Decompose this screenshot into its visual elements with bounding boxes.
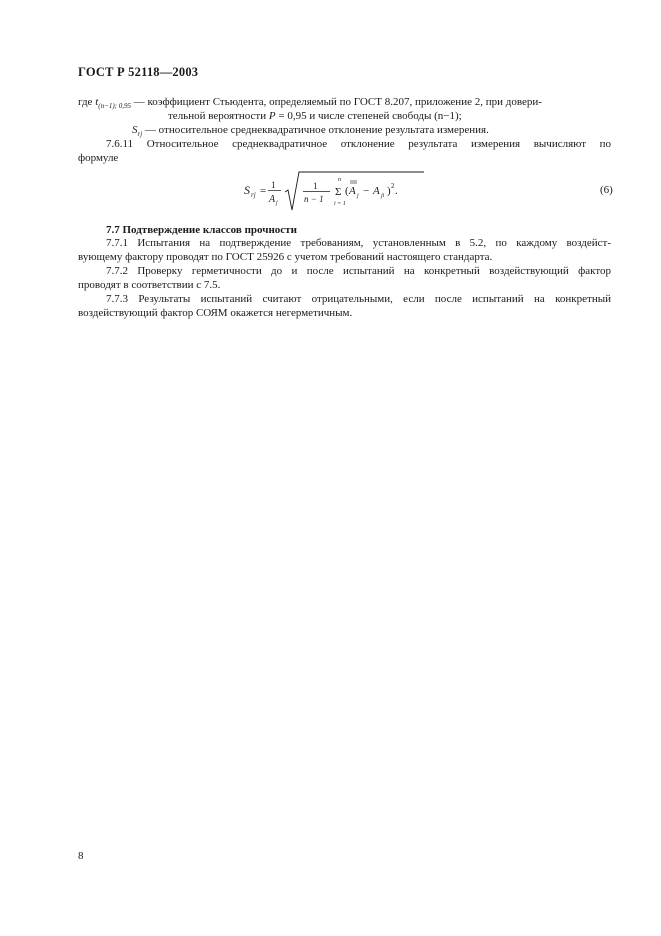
- where-line-3-rest: — относительное среднеквадратичное отклонение результата измерения.: [144, 124, 489, 136]
- where-line-2-text: тельной вероятности: [168, 110, 267, 122]
- para-7-6-11-line-1: 7.6.11 Относительное среднеквадратичное отклонение результата измерения вычисляют по: [106, 138, 611, 150]
- formula-frac1-den-symbol: A: [269, 194, 276, 205]
- formula-6: [0, 166, 661, 216]
- formula-term-abar-sub: j: [357, 193, 359, 199]
- section-7-7-title: 7.7 Подтверждение классов прочности: [106, 224, 297, 236]
- para-7-7-3-line-1: 7.7.3 Результаты испытаний считают отрицательными, если после испытаний на конкретный: [106, 293, 611, 305]
- para-7-7-1-line-2: вующему фактору проводят по ГОСТ 25926 с учетом требований настоящего стандарта.: [78, 251, 493, 263]
- formula-term-open: (: [345, 185, 349, 197]
- p-symbol: P: [268, 110, 276, 122]
- where-line-1-rest: коэффициент Стьюдента, определяемый по ГОСТ 8.207, приложение 2, при довери-: [147, 96, 542, 108]
- para-7-7-2-line-1: 7.7.2 Проверку герметичности до и после испытаний на конкретный воздействующий фактор: [106, 265, 611, 277]
- formula-frac2-den: n − 1: [304, 194, 324, 204]
- s-subscript: rj: [137, 130, 143, 138]
- formula-frac2-num: 1: [313, 181, 318, 191]
- formula-lhs-symbol: S: [244, 183, 250, 197]
- formula-sum-lower: i = 1: [334, 201, 346, 207]
- where-prefix: где: [78, 96, 93, 108]
- formula-sum-upper: n: [338, 177, 341, 183]
- formula-period: .: [395, 185, 398, 197]
- page-number: 8: [78, 850, 84, 862]
- document-header: ГОСТ Р 52118—2003: [78, 65, 199, 79]
- where-line-1: [78, 95, 542, 110]
- formula-term-abar: A: [349, 185, 356, 197]
- formula-term-a: A: [373, 185, 380, 197]
- para-7-7-2-line-2: проводят в соответствии с 7.5.: [78, 279, 221, 291]
- formula-power: 2: [391, 182, 395, 190]
- para-7-6-11-line-2: формуле: [78, 152, 119, 164]
- where-line-2: [168, 109, 462, 123]
- formula-frac1-den-subscript: j: [276, 200, 278, 206]
- formula-sum-symbol: Σ: [335, 186, 342, 198]
- where-line-2-rest: = 0,95 и числе степеней свободы (n−1);: [278, 110, 462, 122]
- where-dash: —: [133, 96, 145, 108]
- formula-equals: =: [260, 185, 267, 197]
- formula-frac1-num: 1: [271, 180, 276, 190]
- formula-term-close: ): [387, 185, 391, 197]
- t-subscript: (n−1); 0,95: [98, 102, 131, 110]
- formula-number: (6): [600, 184, 613, 196]
- para-7-7-3-line-2: воздействующий фактор СОЯМ окажется негерметичным.: [78, 307, 353, 319]
- formula-term-minus: −: [363, 185, 370, 197]
- para-7-7-1-line-1: 7.7.1 Испытания на подтверждение требованиям, установленным в 5.2, по каждому воздейст-: [106, 237, 611, 249]
- t-symbol: t: [95, 96, 99, 108]
- formula-lhs-subscript: rj: [251, 191, 256, 199]
- where-line-3: [132, 123, 489, 138]
- s-symbol: S: [132, 124, 138, 136]
- formula-term-a-sub: ji: [381, 193, 385, 199]
